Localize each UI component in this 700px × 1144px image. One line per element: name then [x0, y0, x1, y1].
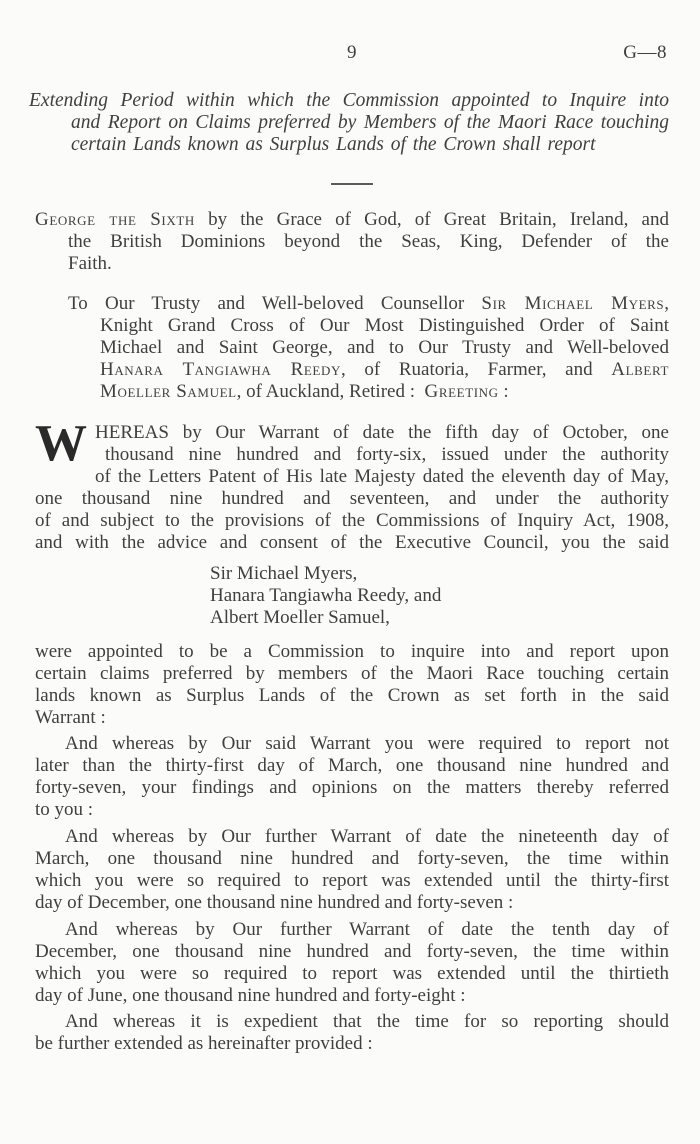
- text-line: And whereas by Our said Warrant you were required to report not: [65, 733, 669, 754]
- page-number: 9: [347, 42, 357, 63]
- text-line: Hanara Tangiawha Reedy, of Ruatoria, Farmer, and Albert: [100, 359, 669, 380]
- commissioners-list: [35, 563, 669, 629]
- text-line: lands known as Surplus Lands of the Crown as set forth in the said: [35, 685, 669, 706]
- text-line: day of December, one thousand nine hundred and forty-seven :: [35, 892, 514, 913]
- text-line: one thousand nine hundred and seventeen, and under the authority: [35, 488, 669, 509]
- text-line: And whereas by Our further Warrant of date the tenth day of: [65, 919, 669, 940]
- text-line: of and subject to the provisions of the Commissions of Inquiry Act, 1908,: [35, 510, 669, 531]
- text-line: Michael and Saint George, and to Our Trusty and Well-beloved: [100, 337, 669, 358]
- text-line: to you :: [35, 799, 94, 820]
- text-line: day of June, one thousand nine hundred and forty-eight :: [35, 985, 466, 1006]
- text-line: were appointed to be a Commission to inquire into and report upon: [35, 641, 669, 662]
- text-line: certain claims preferred by members of the Maori Race touching certain: [35, 663, 669, 684]
- expediency-paragraph: [35, 1011, 669, 1055]
- text-line: Knight Grand Cross of Our Most Distinguished Order of Saint: [100, 315, 669, 336]
- text-line: the British Dominions beyond the Seas, King, Defender of the: [68, 231, 669, 252]
- text-line: be further extended as hereinafter provided :: [35, 1033, 373, 1054]
- text-line: Moeller Samuel, of Auckland, Retired : Greeting :: [100, 381, 509, 402]
- text-line: December, one thousand nine hundred and forty-seven, the time within: [35, 941, 669, 962]
- text-line: and Report on Claims preferred by Members of the Maori Race touching: [71, 112, 669, 133]
- text-line: George the Sixth by the Grace of God, of Great Britain, Ireland, and: [35, 209, 669, 230]
- page-header: [35, 42, 669, 64]
- text-line: Hanara Tangiawha Reedy, and: [210, 585, 442, 606]
- report-requirement-paragraph: [35, 733, 669, 821]
- appointment-paragraph: [35, 641, 669, 729]
- text-line: which you were so required to report was extended until the thirty-first: [35, 870, 669, 891]
- text-line: Warrant :: [35, 707, 106, 728]
- addressees-paragraph: [35, 293, 669, 403]
- text-line: thousand nine hundred and forty-six, issued under the authority: [105, 444, 669, 465]
- text-line: And whereas by Our further Warrant of date the nineteenth day of: [65, 826, 669, 847]
- text-line: certain Lands known as Surplus Lands of the Crown shall report: [71, 134, 596, 155]
- whereas-paragraph: [35, 415, 669, 554]
- text-line: forty-seven, your findings and opinions on the matters thereby referred: [35, 777, 669, 798]
- text-line: March, one thousand nine hundred and forty-seven, the time within: [35, 848, 669, 869]
- text-line: HEREAS by Our Warrant of date the fifth day of October, one: [95, 422, 669, 443]
- second-extension-paragraph: [35, 919, 669, 1007]
- text-line: of the Letters Patent of His late Majesty dated the eleventh day of May,: [95, 466, 669, 487]
- first-extension-paragraph: [35, 826, 669, 914]
- text-line: and with the advice and consent of the Executive Council, you the said: [35, 532, 669, 553]
- text-line: Sir Michael Myers,: [210, 563, 358, 584]
- text-line: which you were so required to report was extended until the thirtieth: [35, 963, 669, 984]
- text-line: And whereas it is expedient that the time for so reporting should: [65, 1011, 669, 1032]
- document-reference: G—8: [623, 42, 667, 63]
- text-line: To Our Trusty and Well-beloved Counsellor Sir Michael Myers,: [68, 293, 669, 314]
- whereas-text: [35, 415, 669, 554]
- document-title: [29, 90, 669, 156]
- section-divider: [331, 183, 373, 185]
- royal-style-paragraph: [35, 209, 669, 275]
- text-line: later than the thirty-first day of March, one thousand nine hundred and: [35, 755, 669, 776]
- text-line: Extending Period within which the Commission appointed to Inquire into: [29, 90, 669, 111]
- text-line: Albert Moeller Samuel,: [210, 607, 390, 628]
- dropcap-w: W: [35, 415, 87, 472]
- text-line: Faith.: [68, 253, 112, 274]
- page-content: [0, 42, 700, 1055]
